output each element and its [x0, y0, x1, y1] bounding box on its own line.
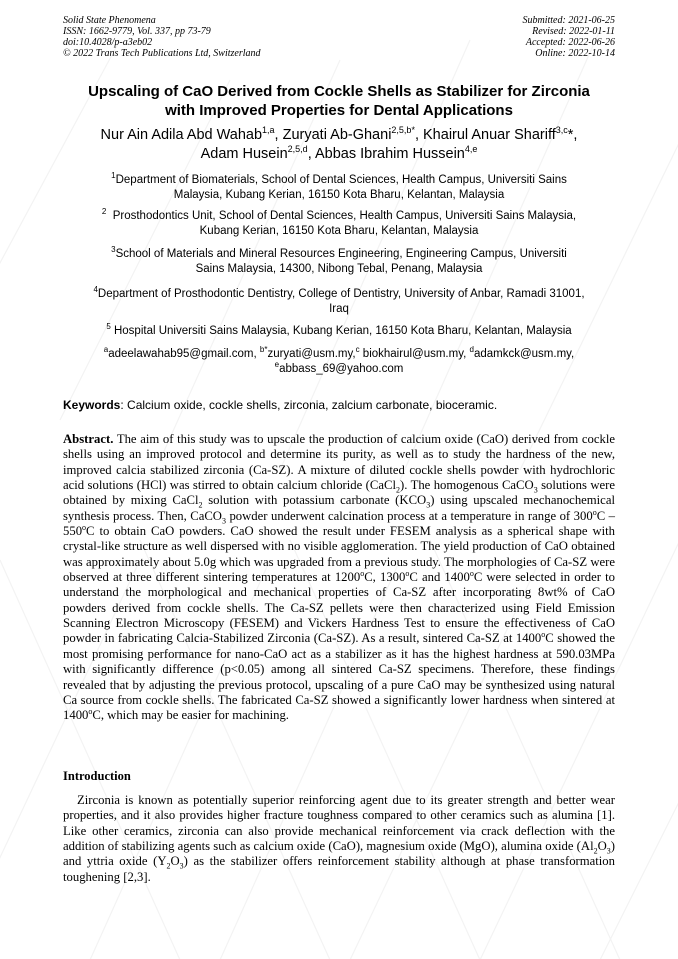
- journal-info: [63, 15, 261, 59]
- author-name: Adam Husein: [200, 146, 288, 162]
- introduction-paragraph: Zirconia is known as potentially superior reinforcing agent due to its greater strength and better wear properties, and it also provides higher fracture toughness compared to other ceramics such as alumina [1]. Like other ceramics, zirconia can also provide mechanical reinforcement via crack deflection with the addition of stabilizing agents such as calcium oxide (CaO), magnesium oxide (MgO), alumina oxide $(Al_2O_3)$ and yttria oxide $(Y_2O_3)$ as the stabilizer offers reinforcement stability although at phase transformation toughening [2,3].: [63, 793, 615, 884]
- email-link[interactable]: biokhairul@usm.my,: [362, 348, 467, 360]
- doi[interactable]: doi:10.4028/p-a3eb02: [63, 37, 153, 48]
- author-affiliation-marker: 2,5,b*: [391, 125, 415, 136]
- copyright: © 2022 Trans Tech Publications Ltd, Switzerland: [63, 48, 261, 59]
- revised-date: Revised: 2022-01-11: [532, 26, 615, 37]
- author-name: Khairul Anuar Shariff: [423, 127, 556, 143]
- email-link[interactable]: adamkck@usm.my,: [473, 348, 575, 360]
- author-affiliation-marker: 1,a: [262, 125, 275, 136]
- author-list: Nur Ain Adila Abd Wahab$^{1,a}$, Zuryati Ab-Ghani$^{2,5,b*}$, Khairul Anuar Shariff$^{3,c}$*, Adam Husein$^{2,5,d}$, Abbas Ibrahim Hussein$^{4,e}$: [100, 125, 578, 162]
- keywords-label: Keywords: [63, 398, 121, 412]
- affiliation: $^4$Department of Prosthodontic Dentistry, College of Dentistry, University of Anbar, Ramadi 31001, Iraq: [93, 285, 585, 315]
- affiliation: $^2$ Prosthodontics Unit, School of Dental Sciences, Health Campus, Universiti Sains Malaysia, Kubang Kerian, 16150 Kota Bharu, Kelantan, Malaysia: [101, 207, 577, 237]
- keywords: [63, 398, 615, 413]
- issn: ISSN: 1662-9779, Vol. 337, pp 73-79: [63, 26, 211, 37]
- affiliation-number: 4: [93, 285, 98, 295]
- email-link[interactable]: adeelawahab95@gmail.com,: [108, 348, 257, 360]
- author-name: Abbas Ibrahim Hussein: [314, 146, 465, 162]
- journal-name: Solid State Phenomena: [63, 15, 156, 26]
- affiliation-number: 5: [106, 322, 111, 332]
- abstract-paragraph: Abstract. The aim of this study was to upscale the production of calcium oxide (CaO) derived from cockle shells using an improved protocol and determine its purity, as well as to study the hardness of the new, improved calcia stabilized zirconia (Ca-SZ). A mixture of diluted cockle shells powder with hydrochloric acid solutions (HCl) was stirred to obtain calcium chloride (CaCl$_2$). The homogenous CaCO$_3$ solutions were obtained by mixing CaCl$_2$ solution with potassium carbonate $(KCO_3)$ using upscaled mechanochemical synthesis process. Then, CaCO$_3$ powder underwent calcination process at a temperature in range of 300$^o$C – 550$^o$C to obtain CaO powders. CaO showed the result under FESEM analysis as a spherical shape with crystal-like structure as well dispersed with no visible agglomeration. The yield production of CaO obtained was approximately about 5.0g which was upgraded from a previous study. The morphologies of Ca-SZ were observed at three different sintering temperatures at 1200$^o$C, 1300$^o$C and 1400$^o$C were selected in order to understand the morphological and mechanical properties of Ca-SZ after incorporating 8wt% of CaO powders derived from cockle shells. The Ca-SZ pellets were then characterized using Field Emission Scanning Electron Microscopy (FESEM) and Vickers Hardness Test to ensure the effectiveness of CaO powder in fabricating Calcia-Stabilized Zirconia (Ca-SZ). As a result, sintered Ca-SZ at 1400$^o$C showed the most promising performance for nano-CaO act as a stabilizer as it has the highest hardness at 590.03MPa with significantly difference (p<0.05) among all sintered Ca-SZ specimens. Therefore, these findings revealed that by adjusting the previous protocol, upscaling of a pure CaO may be synthesized using natural Ca source from cockle shells. The fabricated Ca-SZ showed a significantly lower hardness when sintered at 1400$^o$C, which may be easier for machining.: [63, 432, 615, 723]
- author-emails: $^a$adeelawahab95@gmail.com, $^{b*}$zuryati@usm.my,$^c$ biokhairul@usm.my, $^d$adamkck@usm.my, $^e$abbass_69@yahoo.com: [103, 345, 575, 375]
- email-link[interactable]: abbass_69@yahoo.com: [279, 363, 404, 375]
- affiliation: $^5$ Hospital Universiti Sains Malaysia, Kubang Kerian, 16150 Kota Bharu, Kelantan, Malaysia: [106, 322, 572, 337]
- affiliation: $^1$Department of Biomaterials, School of Dental Sciences, Health Campus, Universiti Sains Malaysia, Kubang Kerian, 16150 Kota Bharu, Kelantan, Malaysia: [111, 171, 567, 201]
- author-affiliation-marker: 4,e: [464, 144, 478, 155]
- section-heading-introduction: Introduction: [63, 769, 131, 783]
- submitted-date: Submitted: 2021-06-25: [522, 15, 615, 26]
- online-date: Online: 2022-10-14: [535, 48, 615, 59]
- email-link[interactable]: zuryati@usm.my,: [267, 348, 356, 360]
- affiliation-number: 1: [111, 171, 116, 181]
- title-line: with Improved Properties for Dental Applications: [165, 102, 513, 119]
- abstract-label: Abstract.: [63, 432, 114, 446]
- affiliation: $^3$School of Materials and Mineral Resources Engineering, Engineering Campus, Universiti Sains Malaysia, 14300, Nibong Tebal, Penang, Malaysia: [111, 245, 567, 275]
- publication-dates: [523, 15, 616, 59]
- affiliation-number: 2: [101, 207, 107, 217]
- accepted-date: Accepted: 2022-06-26: [525, 37, 615, 48]
- author-affiliation-marker: 2,5,d: [287, 144, 308, 155]
- author-name: Nur Ain Adila Abd Wahab: [100, 127, 263, 143]
- author-name: Zuryati Ab-Ghani: [282, 127, 392, 143]
- affiliation-number: 3: [111, 245, 116, 255]
- paper-title: [40, 82, 638, 120]
- keywords-text: : Calcium oxide, cockle shells, zirconia, zalcium carbonate, bioceramic.: [120, 398, 498, 412]
- title-line: Upscaling of CaO Derived from Cockle Shells as Stabilizer for Zirconia: [88, 83, 590, 100]
- author-affiliation-marker: 3,c: [555, 125, 568, 136]
